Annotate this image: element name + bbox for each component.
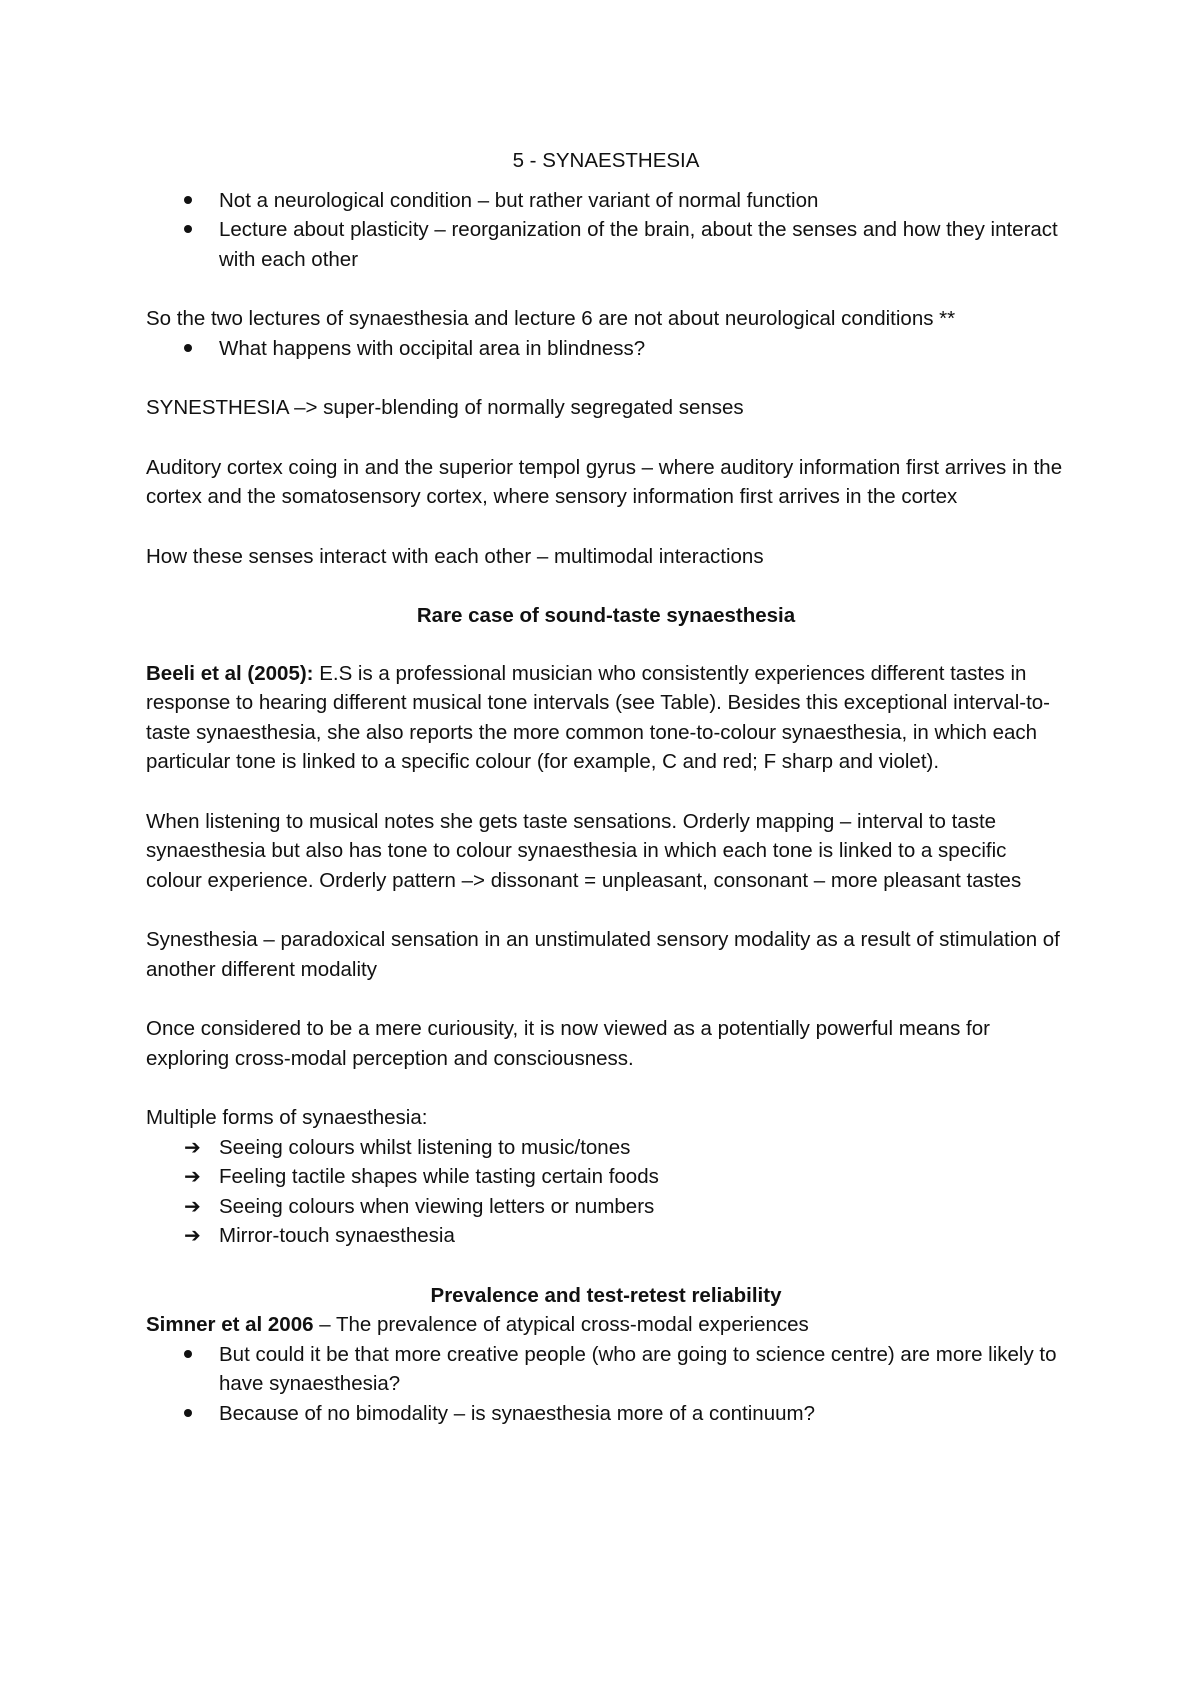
curiosity-paragraph: Once considered to be a mere curiousity, it is now viewed as a potentially powerful means for exploring cross-modal perception and consciousness. xyxy=(146,1017,990,1070)
list-item xyxy=(146,1162,1066,1192)
list-item xyxy=(146,1192,1066,1222)
synesthesia-definition: SYNESTHESIA –> super-blending of normally segregated senses xyxy=(146,396,744,419)
list-item xyxy=(146,215,1066,274)
beeli-paragraph xyxy=(146,659,1066,777)
lectures-note: So the two lectures of synaesthesia and lecture 6 are not about neurological conditions ** xyxy=(146,307,956,330)
list-item-text: Feeling tactile shapes while tasting certain foods xyxy=(219,1165,659,1188)
list-item xyxy=(146,1340,1066,1399)
beeli-reference: Beeli et al (2005): xyxy=(146,661,314,685)
bullet-icon xyxy=(184,334,208,364)
list-item-text: Not a neurological condition – but rather variant of normal function xyxy=(219,188,819,212)
list-item xyxy=(146,1221,1066,1251)
list-item-text: Lecture about plasticity – reorganization of the brain, about the senses and how they interact with each other xyxy=(219,218,1058,271)
arrow-right-icon: ➔ xyxy=(184,1223,201,1247)
paradoxical-paragraph: Synesthesia – paradoxical sensation in an unstimulated sensory modality as a result of stimulation of another different modality xyxy=(146,928,1060,981)
arrow-right-icon: ➔ xyxy=(184,1164,201,1188)
section-heading-rare-case: Rare case of sound-taste synaesthesia xyxy=(416,604,796,627)
list-item-text: But could it be that more creative people (who are going to science centre) are more likely to have synaesthesia? xyxy=(219,1342,1057,1395)
simner-paragraph xyxy=(146,1310,1066,1340)
bullet-icon xyxy=(184,1399,208,1429)
list-item xyxy=(146,1399,1066,1429)
list-item-text: What happens with occipital area in blindness? xyxy=(219,336,646,360)
list-item-text: Mirror-touch synaesthesia xyxy=(219,1224,455,1247)
simner-text: – The prevalence of atypical cross-modal experiences xyxy=(313,1313,809,1336)
senses-paragraph: How these senses interact with each other – multimodal interactions xyxy=(146,544,764,568)
section-heading-prevalence: Prevalence and test-retest reliability xyxy=(430,1283,782,1307)
list-item-text: Seeing colours when viewing letters or numbers xyxy=(219,1194,655,1218)
beeli-text: E.S is a professional musician who consistently experiences different tastes in response to hearing different musical tone intervals (see Table). Besides this exceptional interval-to-taste synaesthesia, she also reports the more common tone-to-colour synaesthesia, in which each particular tone is linked to a specific colour (for example, C and red; F sharp and violet). xyxy=(146,661,1051,773)
arrow-right-icon: ➔ xyxy=(184,1134,201,1159)
bullet-icon xyxy=(184,1340,208,1370)
arrow-right-icon: ➔ xyxy=(184,1193,201,1218)
listening-paragraph: When listening to musical notes she gets taste sensations. Orderly mapping – interval to taste synaesthesia but also has tone to colour synaesthesia in which each tone is linked to a specific colour experience. Orderly pattern –> dissonant = unpleasant, consonant – more pleasant tastes xyxy=(146,809,1022,892)
page-title: 5 - SYNAESTHESIA xyxy=(512,149,700,172)
bullet-icon xyxy=(184,186,208,216)
lectures-bullet-list xyxy=(146,334,1066,364)
forms-intro: Multiple forms of synaesthesia: xyxy=(146,1106,428,1129)
forms-arrow-list xyxy=(146,1133,1066,1251)
list-item xyxy=(146,186,1066,216)
auditory-paragraph: Auditory cortex coing in and the superior tempol gyrus – where auditory information first arrives in the cortex and the somatosensory cortex, where sensory information first arrives in the cortex xyxy=(146,455,1063,508)
list-item-text: Because of no bimodality – is synaesthesia more of a continuum? xyxy=(219,1401,815,1425)
list-item xyxy=(146,334,1066,364)
bullet-icon xyxy=(184,215,208,245)
list-item xyxy=(146,1133,1066,1163)
document-page xyxy=(146,146,1066,1428)
list-item-text: Seeing colours whilst listening to music/tones xyxy=(219,1135,631,1159)
simner-bullet-list xyxy=(146,1340,1066,1429)
simner-reference: Simner et al 2006 xyxy=(146,1313,314,1336)
intro-bullet-list xyxy=(146,186,1066,275)
